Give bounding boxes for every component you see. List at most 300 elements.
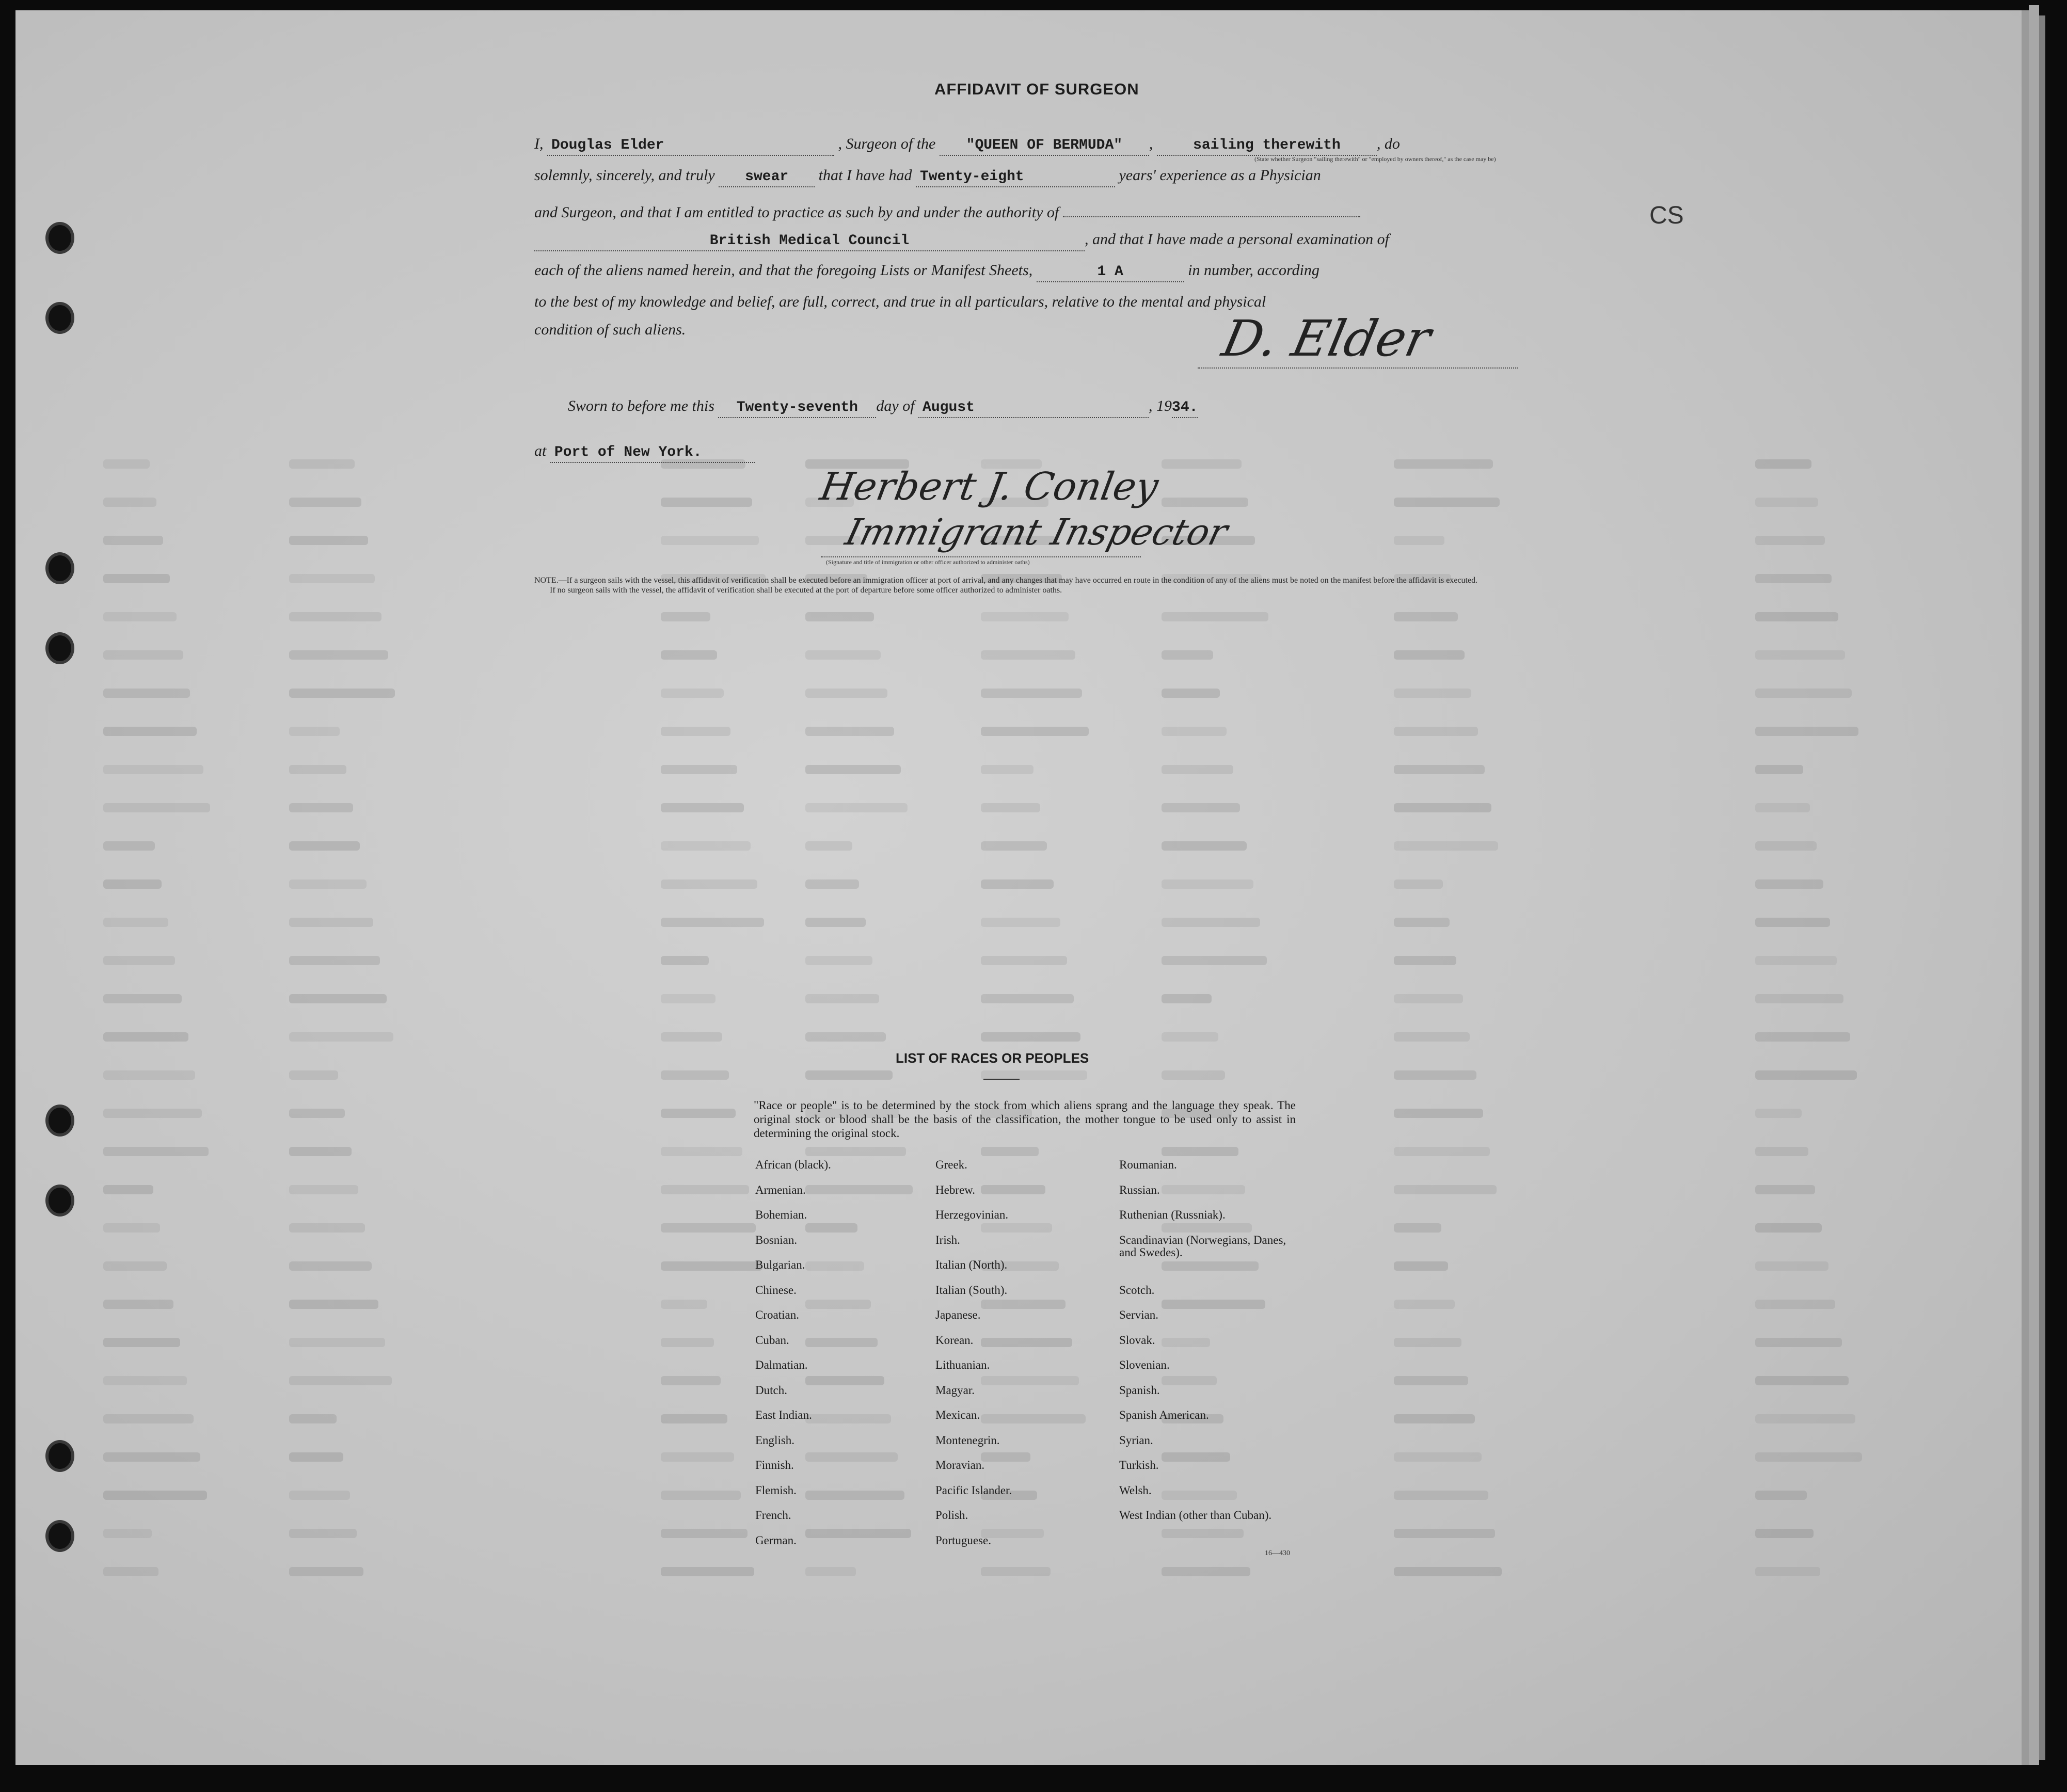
oath-field: swear (719, 169, 815, 187)
officer-signature-rule (821, 556, 1141, 557)
bleed-through-mark (289, 841, 360, 851)
bleed-through-mark (103, 1261, 167, 1271)
race-item: Roumanian. (1119, 1158, 1177, 1171)
affidavit-text: years' experience as a Physician (1119, 167, 1321, 184)
race-item: East Indian. (755, 1409, 812, 1421)
race-item: Japanese. (935, 1308, 981, 1321)
race-item: English. (755, 1433, 795, 1447)
binder-hole (45, 1440, 74, 1472)
bleed-through-mark (805, 1567, 856, 1576)
race-item: Lithuanian. (935, 1358, 990, 1371)
race-item: Russian. (1119, 1183, 1160, 1196)
affidavit-text: each of the aliens named herein, and that the foregoing Lists or Manifest Sheets, (534, 262, 1033, 279)
bleed-through-mark (805, 689, 887, 698)
bleed-through-mark (1162, 1070, 1225, 1080)
bleed-through-mark (661, 727, 730, 736)
bleed-through-mark (661, 841, 751, 851)
bleed-through-mark (805, 1147, 906, 1156)
bleed-through-mark (661, 803, 744, 812)
officer-title: Immigrant Inspector (841, 511, 1232, 553)
race-item: Bosnian. (755, 1233, 798, 1246)
bleed-through-mark (1394, 1567, 1502, 1576)
bleed-through-mark (289, 1376, 392, 1385)
authority-field: British Medical Council (534, 233, 1085, 251)
officer-hint: (Signature and title of immigration or other officer authorized to administer oaths) (826, 558, 1030, 566)
bleed-through-mark (981, 650, 1075, 660)
bleed-through-mark (1162, 612, 1268, 621)
bleed-through-mark (805, 841, 852, 851)
races-column-1 (755, 1159, 831, 1559)
bleed-through-mark (103, 765, 203, 774)
bleed-through-mark (1755, 956, 1837, 965)
bleed-through-mark (103, 1147, 209, 1156)
race-item: Greek. (935, 1158, 967, 1171)
bleed-through-mark (1162, 498, 1248, 507)
affidavit-text: , do (1376, 135, 1400, 152)
affidavit-text: in number, according (1188, 262, 1319, 279)
bleed-through-mark (661, 1414, 727, 1423)
bleed-through-mark (1394, 536, 1444, 545)
bleed-through-mark (103, 650, 183, 660)
bleed-through-mark (103, 1300, 173, 1309)
bleed-through-mark (661, 498, 752, 507)
form-code: 16—430 (1265, 1549, 1290, 1557)
authority-field-extension (1063, 199, 1360, 217)
bleed-through-mark (661, 1147, 742, 1156)
bleed-through-mark (661, 536, 759, 545)
bleed-through-mark (981, 1032, 1080, 1042)
bleed-through-mark (1394, 1223, 1441, 1233)
bleed-through-mark (805, 765, 901, 774)
affidavit-line-7 (534, 321, 686, 339)
bleed-through-mark (1755, 1529, 1814, 1538)
affidavit-text: condition of such aliens. (534, 321, 686, 338)
bleed-through-mark (1394, 956, 1456, 965)
race-item: Croatian. (755, 1308, 799, 1321)
bleed-through-mark (103, 536, 163, 545)
bleed-through-mark (289, 498, 361, 507)
bleed-through-mark (289, 727, 340, 736)
bleed-through-mark (1394, 1376, 1468, 1385)
bleed-through-mark (289, 1452, 343, 1462)
binder-hole (45, 302, 74, 334)
bleed-through-mark (1394, 1147, 1490, 1156)
bleed-through-mark (103, 1376, 187, 1385)
bleed-through-mark (289, 1567, 363, 1576)
race-item: Ruthenian (Russniak). (1119, 1208, 1226, 1221)
bleed-through-mark (661, 689, 724, 698)
bleed-through-mark (981, 765, 1034, 774)
bleed-through-mark (1755, 879, 1823, 889)
bleed-through-mark (1394, 994, 1463, 1003)
bleed-through-mark (981, 841, 1047, 851)
bleed-through-mark (981, 918, 1060, 927)
bleed-through-mark (103, 612, 177, 621)
bleed-through-mark (1394, 612, 1458, 621)
races-title: LIST OF RACES OR PEOPLES (896, 1050, 1089, 1066)
bleed-through-mark (1755, 574, 1832, 583)
bleed-through-mark (1755, 918, 1830, 927)
ship-name-field: "QUEEN OF BERMUDA" (940, 137, 1149, 156)
bleed-through-mark (1394, 841, 1498, 851)
bleed-through-mark (1755, 1300, 1835, 1309)
affidavit-line-1 (534, 135, 1400, 156)
bleed-through-mark (103, 841, 155, 851)
bleed-through-mark (661, 879, 757, 889)
bleed-through-mark (1394, 765, 1485, 774)
bleed-through-mark (1394, 1070, 1476, 1080)
bleed-through-mark (661, 1567, 754, 1576)
race-item: Mexican. (935, 1409, 980, 1421)
race-item: Spanish American. (1119, 1409, 1209, 1421)
bleed-through-mark (981, 879, 1054, 889)
bleed-through-mark (1755, 803, 1810, 812)
bleed-through-mark (661, 956, 709, 965)
bleed-through-mark (1162, 956, 1267, 965)
bleed-through-mark (103, 1109, 202, 1118)
officer-signature: Herbert J. Conley (817, 465, 1162, 509)
bleed-through-mark (1394, 1414, 1475, 1423)
bleed-through-mark (289, 803, 353, 812)
bleed-through-mark (805, 879, 859, 889)
bleed-through-mark (289, 1223, 365, 1233)
bleed-through-mark (1755, 1223, 1822, 1233)
affidavit-line-6 (534, 293, 1266, 311)
note-line-1: NOTE.—If a surgeon sails with the vessel, this affidavit of verification shall be executed before an immigration officer at port of arrival, and any changes that may have occurred en route in the condition of any of the aliens must be noted on the manifest before the affidavit is executed. (534, 576, 1478, 585)
bleed-through-mark (661, 650, 717, 660)
bleed-through-mark (1162, 459, 1242, 469)
margin-mark: CS (1649, 202, 1684, 229)
bleed-through-mark (103, 689, 190, 698)
bleed-through-mark (805, 650, 881, 660)
note-line-2: If no surgeon sails with the vessel, the affidavit of verification shall be executed at the port of departure before some officer authorized to administer oaths. (550, 586, 1062, 595)
bleed-through-mark (103, 459, 150, 469)
bleed-through-mark (1755, 1147, 1808, 1156)
bleed-through-mark (661, 994, 716, 1003)
bleed-through-mark (103, 879, 162, 889)
bleed-through-mark (103, 1338, 180, 1347)
bleed-through-mark (981, 1567, 1051, 1576)
bleed-through-mark (805, 1070, 893, 1080)
affidavit-line-4 (534, 231, 1389, 251)
bleed-through-mark (661, 1185, 749, 1194)
race-item: Irish. (935, 1233, 960, 1246)
binder-hole (45, 632, 74, 664)
bleed-through-mark (289, 765, 346, 774)
bleed-through-mark (661, 1529, 748, 1538)
affidavit-text: , (1149, 135, 1153, 152)
bleed-through-mark (103, 1414, 194, 1423)
bleed-through-mark (1394, 727, 1478, 736)
bleed-through-mark (1755, 1376, 1849, 1385)
bleed-through-mark (1394, 879, 1443, 889)
affidavit-line-5 (534, 262, 1319, 282)
sworn-place-line (534, 442, 755, 463)
bleed-through-mark (289, 689, 395, 698)
bleed-through-mark (289, 612, 381, 621)
bleed-through-mark (1755, 689, 1852, 698)
bleed-through-mark (661, 1070, 729, 1080)
bleed-through-mark (661, 1300, 707, 1309)
bleed-through-mark (661, 1338, 714, 1347)
bleed-through-mark (103, 1452, 200, 1462)
sworn-year-field: 34. (1172, 399, 1198, 418)
race-item: Bohemian. (755, 1208, 807, 1221)
bleed-through-mark (1394, 1300, 1455, 1309)
bleed-through-mark (661, 1223, 756, 1233)
bleed-through-mark (981, 689, 1082, 698)
bleed-through-mark (289, 536, 368, 545)
race-item: West Indian (other than Cuban). (1119, 1509, 1272, 1522)
races-column-3 (1119, 1159, 1326, 1540)
sworn-place-field: Port of New York. (550, 444, 755, 463)
bleed-through-mark (981, 994, 1074, 1003)
races-title-rule (983, 1079, 1020, 1080)
bleed-through-mark (661, 1261, 762, 1271)
sworn-text: Sworn to before me this (568, 397, 714, 414)
bleed-through-mark (289, 1338, 385, 1347)
bleed-through-mark (1394, 1261, 1448, 1271)
sailing-hint: (State whether Surgeon "sailing therewith" or "employed by owners thereof," as the case may be) (1254, 155, 1496, 163)
race-item: Cuban. (755, 1333, 789, 1347)
race-item: Hebrew. (935, 1183, 976, 1196)
sworn-text: at (534, 442, 547, 459)
race-item: French. (755, 1509, 791, 1522)
bleed-through-mark (1162, 841, 1247, 851)
affidavit-note (534, 575, 1515, 595)
race-item: Herzegovinian. (935, 1208, 1009, 1221)
race-item: Italian (South). (935, 1283, 1008, 1297)
bleed-through-mark (1755, 612, 1838, 621)
bleed-through-mark (1755, 498, 1818, 507)
race-item: Dalmatian. (755, 1358, 808, 1371)
bleed-through-mark (981, 612, 1069, 621)
bleed-through-mark (1755, 841, 1817, 851)
bleed-through-mark (103, 574, 170, 583)
bleed-through-mark (289, 1070, 338, 1080)
bleed-through-mark (1394, 1185, 1497, 1194)
bleed-through-mark (981, 956, 1067, 965)
bleed-through-mark (103, 1223, 160, 1233)
bleed-through-mark (1394, 1109, 1483, 1118)
race-item: Slovak. (1119, 1333, 1155, 1347)
affidavit-title: AFFIDAVIT OF SURGEON (934, 80, 1139, 98)
race-item: Slovenian. (1119, 1358, 1170, 1371)
races-column-2 (935, 1159, 1012, 1559)
bleed-through-mark (289, 459, 355, 469)
bleed-through-mark (805, 803, 908, 812)
page-edge (2029, 5, 2039, 1765)
race-item: German. (755, 1533, 797, 1547)
bleed-through-mark (289, 918, 373, 927)
race-item: Portuguese. (935, 1533, 991, 1547)
bleed-through-mark (1162, 765, 1233, 774)
sailing-status-field: sailing therewith (1157, 137, 1377, 156)
bleed-through-mark (289, 956, 380, 965)
binder-hole (45, 222, 74, 254)
bleed-through-mark (103, 1529, 152, 1538)
bleed-through-mark (661, 1452, 734, 1462)
bleed-through-mark (103, 1032, 188, 1042)
race-item: Servian. (1119, 1308, 1159, 1321)
affidavit-text: I, (534, 135, 544, 152)
bleed-through-mark (1162, 727, 1227, 736)
bleed-through-mark (661, 1376, 721, 1385)
bleed-through-mark (1755, 1491, 1807, 1500)
bleed-through-mark (1162, 1147, 1238, 1156)
race-item: African (black). (755, 1158, 831, 1171)
sworn-month-field: August (918, 399, 1149, 418)
bleed-through-mark (1755, 1109, 1802, 1118)
race-item: Polish. (935, 1509, 968, 1522)
races-intro: "Race or people" is to be determined by the stock from which aliens sprang and the language they speak. The original stock or blood shall be the basis of the classification, the mother tongue to be used only to assist in determining the original stock. (754, 1099, 1296, 1140)
affidavit-text: , Surgeon of the (838, 135, 936, 152)
affidavit-text: to the best of my knowledge and belief, are full, correct, and true in all particulars, relative to the mental and physical (534, 293, 1266, 310)
bleed-through-mark (289, 1529, 357, 1538)
bleed-through-mark (661, 1491, 741, 1500)
years-experience-field: Twenty-eight (916, 169, 1115, 187)
bleed-through-mark (1755, 1338, 1842, 1347)
race-item: Flemish. (755, 1483, 797, 1497)
race-item: Armenian. (755, 1183, 806, 1196)
sworn-line (568, 397, 1198, 418)
bleed-through-mark (1394, 1032, 1470, 1042)
bleed-through-mark (289, 1300, 378, 1309)
affidavit-text: that I have had (818, 167, 912, 184)
affidavit-line-3 (534, 199, 1360, 221)
bleed-through-mark (103, 1567, 158, 1576)
bleed-through-mark (1755, 536, 1825, 545)
bleed-through-mark (289, 879, 367, 889)
sworn-day-field: Twenty-seventh (718, 399, 876, 418)
affidavit-line-2 (534, 167, 1321, 187)
race-item: Welsh. (1119, 1483, 1152, 1497)
bleed-through-mark (1162, 1567, 1250, 1576)
race-item: Montenegrin. (935, 1433, 1000, 1447)
bleed-through-mark (103, 918, 168, 927)
bleed-through-mark (289, 1109, 345, 1118)
race-item: Korean. (935, 1333, 974, 1347)
surgeon-signature: D. Elder (1217, 310, 1436, 367)
bleed-through-mark (1394, 689, 1471, 698)
bleed-through-mark (1755, 650, 1845, 660)
page-edge-shadow (2039, 15, 2045, 1760)
bleed-through-mark (103, 994, 182, 1003)
affidavit-text: and Surgeon, and that I am entitled to practice as such by and under the authority of (534, 204, 1059, 221)
bleed-through-mark (1394, 803, 1491, 812)
binder-hole (45, 1105, 74, 1137)
race-item: Magyar. (935, 1383, 975, 1397)
race-item: Bulgarian. (755, 1258, 805, 1271)
race-item: Chinese. (755, 1283, 797, 1297)
bleed-through-mark (1162, 918, 1260, 927)
bleed-through-mark (805, 918, 866, 927)
bleed-through-mark (289, 1185, 358, 1194)
bleed-through-mark (981, 803, 1040, 812)
bleed-through-mark (103, 1185, 153, 1194)
binder-hole (45, 1520, 74, 1552)
bleed-through-mark (289, 1414, 337, 1423)
bleed-through-mark (1755, 459, 1811, 469)
bleed-through-mark (289, 1032, 393, 1042)
bleed-through-mark (1162, 879, 1253, 889)
bleed-through-mark (103, 1070, 195, 1080)
bleed-through-mark (1394, 650, 1465, 660)
bleed-through-mark (1755, 1452, 1862, 1462)
bleed-through-mark (289, 1491, 350, 1500)
bleed-through-mark (1394, 459, 1493, 469)
bleed-through-mark (103, 498, 156, 507)
bleed-through-mark (289, 574, 375, 583)
sworn-text: day of (876, 397, 915, 414)
bleed-through-mark (1755, 727, 1858, 736)
bleed-through-mark (289, 1147, 352, 1156)
bleed-through-mark (103, 1491, 207, 1500)
affidavit-text: , and that I have made a personal examination of (1085, 231, 1389, 248)
bleed-through-mark (1162, 803, 1240, 812)
bleed-through-mark (661, 612, 710, 621)
sheet-count-field: 1 A (1037, 264, 1184, 282)
bleed-through-mark (1394, 1338, 1461, 1347)
bleed-through-mark (1755, 1567, 1820, 1576)
bleed-through-mark (661, 918, 764, 927)
bleed-through-mark (1394, 1452, 1482, 1462)
race-item: Scotch. (1119, 1283, 1155, 1297)
race-item: Scandinavian (Norwegians, Danes, and Swedes). (1119, 1233, 1286, 1259)
bleed-through-mark (1162, 1032, 1218, 1042)
bleed-through-mark (289, 650, 388, 660)
race-item: Dutch. (755, 1383, 787, 1397)
surgeon-name-field: Douglas Elder (547, 137, 834, 156)
bleed-through-mark (1394, 1491, 1488, 1500)
bleed-through-mark (1755, 1261, 1829, 1271)
bleed-through-mark (1755, 1032, 1850, 1042)
race-item: Pacific Islander. (935, 1483, 1012, 1497)
bleed-through-mark (1755, 1185, 1815, 1194)
race-item: Finnish. (755, 1459, 794, 1471)
bleed-through-mark (661, 765, 737, 774)
race-item: Turkish. (1119, 1459, 1159, 1471)
bleed-through-mark (289, 1261, 372, 1271)
surgeon-signature-rule (1198, 367, 1518, 369)
bleed-through-mark (1162, 994, 1212, 1003)
bleed-through-mark (1394, 1529, 1495, 1538)
race-item: Italian (North). (935, 1258, 1008, 1271)
bleed-through-mark (1755, 994, 1843, 1003)
bleed-through-mark (1755, 1414, 1855, 1423)
bleed-through-mark (289, 994, 387, 1003)
bleed-through-mark (805, 1032, 886, 1042)
bleed-through-mark (103, 727, 197, 736)
race-item: Syrian. (1119, 1433, 1153, 1447)
race-item: Spanish. (1119, 1383, 1160, 1397)
bleed-through-mark (1755, 765, 1803, 774)
bleed-through-mark (661, 1109, 736, 1118)
binder-hole (45, 552, 74, 584)
affidavit-text: solemnly, sincerely, and truly (534, 167, 715, 184)
bleed-through-mark (103, 803, 210, 812)
bleed-through-mark (805, 727, 894, 736)
bleed-through-mark (805, 956, 872, 965)
sworn-text: , 19 (1149, 397, 1172, 414)
bleed-through-mark (1162, 650, 1213, 660)
bleed-through-mark (661, 1032, 722, 1042)
bleed-through-mark (981, 727, 1089, 736)
bleed-through-mark (805, 612, 874, 621)
bleed-through-mark (981, 1147, 1039, 1156)
race-item: Moravian. (935, 1459, 985, 1471)
binder-hole (45, 1185, 74, 1217)
